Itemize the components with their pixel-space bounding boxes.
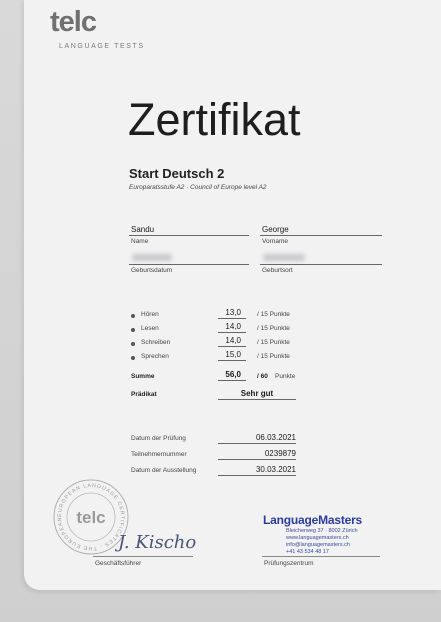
seal-ring-text: EUROPEAN LANGUAGE CERTIFICATES · THE EUROPEAN <box>56 482 126 552</box>
score-max: / 15 Punkte <box>257 339 290 346</box>
grade-label: Prädikat <box>131 391 157 398</box>
redacted-birthdate <box>132 254 172 261</box>
exam-date-label: Datum der Prüfung <box>131 435 186 442</box>
score-label: Lesen <box>141 325 159 332</box>
telc-logo: telc <box>50 6 96 38</box>
divider <box>262 556 380 557</box>
score-value: 14,0 <box>225 336 241 345</box>
exam-date-value: 06.03.2021 <box>255 433 296 442</box>
birthplace-label: Geburtsort <box>262 267 293 274</box>
sum-label: Summe <box>131 373 155 380</box>
signature: J. Kischo <box>118 532 197 553</box>
issue-date-value: 30.03.2021 <box>255 465 296 474</box>
divider <box>218 399 296 400</box>
exam-level: Europaratsstufe A2 · Council of Europe level A2 <box>129 184 267 191</box>
divider <box>129 264 249 265</box>
divider <box>218 332 246 333</box>
divider <box>218 443 296 444</box>
bullet-icon <box>131 328 135 332</box>
given-name-value: George <box>262 225 289 234</box>
bullet-icon <box>131 342 135 346</box>
score-label: Hören <box>141 311 159 318</box>
certificate-title: Zertifikat <box>128 94 301 145</box>
participant-number-value: 0239879 <box>264 449 296 458</box>
divider <box>218 380 246 381</box>
surname-value: Sandu <box>131 225 155 234</box>
seal-center-text: telc <box>76 508 106 527</box>
score-label: Sprechen <box>141 353 169 360</box>
center-label: Prüfungszentrum <box>264 560 314 567</box>
issue-date-label: Datum der Ausstellung <box>131 467 197 474</box>
divider <box>218 360 246 361</box>
grade-value: Sehr gut <box>240 389 274 398</box>
divider <box>129 235 249 236</box>
redacted-birthplace <box>263 254 305 261</box>
center-email: info@languagemasters.ch <box>286 542 350 548</box>
score-value: 15,0 <box>225 350 241 359</box>
center-address: Bleicherweg 37 · 8002 Zürich <box>286 528 358 534</box>
sum-value: 56,0 <box>225 370 241 379</box>
exam-name: Start Deutsch 2 <box>129 166 225 181</box>
center-website: www.languagemasters.ch <box>286 535 349 541</box>
center-phone: +41 43 534 48 17 <box>286 549 329 555</box>
divider <box>93 556 193 557</box>
score-value: 13,0 <box>225 308 241 317</box>
logo-subtitle: LANGUAGE TESTS <box>59 43 145 50</box>
bullet-icon <box>131 356 135 360</box>
given-name-label: Vorname <box>262 238 289 245</box>
bullet-icon <box>131 314 135 318</box>
surname-label: Name <box>131 238 149 245</box>
birthdate-label: Geburtsdatum <box>131 267 173 274</box>
divider <box>218 459 296 460</box>
score-label: Schreiben <box>141 339 171 346</box>
divider <box>218 318 246 319</box>
sum-max: / 60 <box>257 373 268 380</box>
divider <box>260 235 382 236</box>
signature-label: Geschäftsführer <box>95 560 142 567</box>
exam-center-name: LanguageMasters <box>263 513 363 527</box>
divider <box>218 346 246 347</box>
score-max: / 15 Punkte <box>257 325 290 332</box>
divider <box>260 264 382 265</box>
score-max: / 15 Punkte <box>257 311 290 318</box>
sum-max-unit: Punkte <box>275 373 296 380</box>
divider <box>218 475 296 476</box>
participant-number-label: Teilnehmernummer <box>131 451 187 458</box>
score-value: 14,0 <box>225 322 241 331</box>
score-max: / 15 Punkte <box>257 353 290 360</box>
